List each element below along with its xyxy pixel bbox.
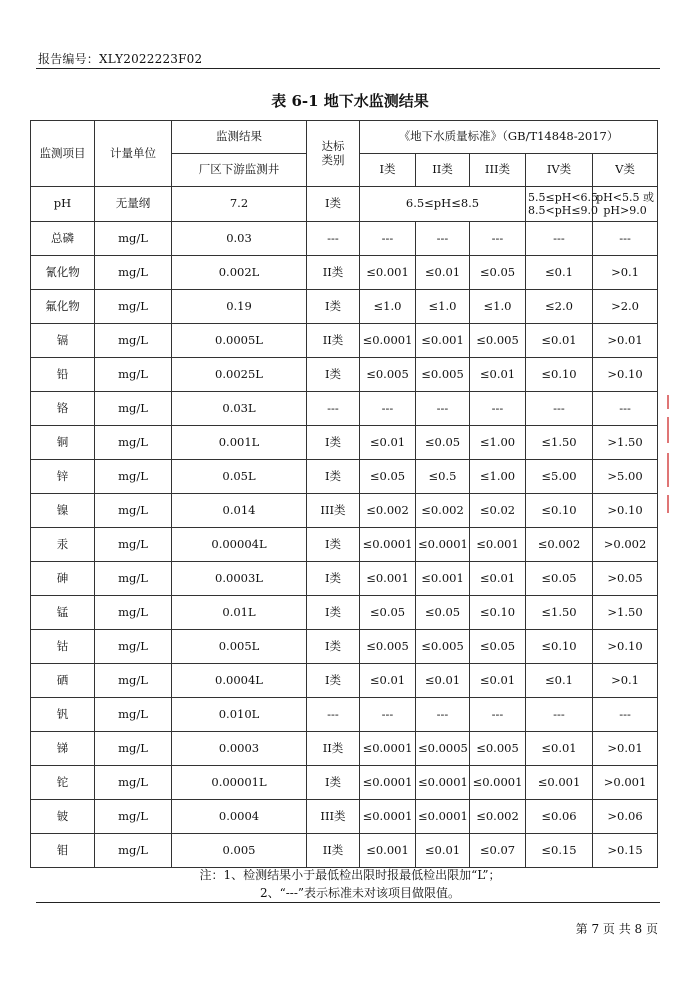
cell-c4: ---: [526, 222, 593, 256]
cell-c3: ≤0.07: [470, 834, 526, 868]
cell-c2: ≤0.0001: [416, 800, 470, 834]
cell-unit: mg/L: [95, 222, 172, 256]
table-row: [31, 800, 658, 834]
cell-c2: ≤0.0001: [416, 528, 470, 562]
cell-c5: ---: [593, 698, 658, 732]
cell-c4: ≤0.002: [526, 528, 593, 562]
cell-c3: ≤0.005: [470, 732, 526, 766]
cell-c1: ---: [360, 222, 416, 256]
cell-item: 氟化物: [31, 290, 95, 324]
cell-item: 氰化物: [31, 256, 95, 290]
cell-class: I类: [307, 630, 360, 664]
header-rule: [36, 68, 660, 69]
cell-c4: ≤0.1: [526, 664, 593, 698]
cell-unit: mg/L: [95, 392, 172, 426]
cell-c2: ≤0.0005: [416, 732, 470, 766]
cell-c1: ---: [360, 392, 416, 426]
cell-c1: ≤0.005: [360, 630, 416, 664]
cell-c5: >0.05: [593, 562, 658, 596]
cell-c1: ≤0.0001: [360, 732, 416, 766]
cell-c2: ≤0.05: [416, 426, 470, 460]
table-row: [31, 290, 658, 324]
notes-rule: [36, 902, 660, 903]
cell-c3: ≤1.00: [470, 460, 526, 494]
cell-c1: ---: [360, 698, 416, 732]
table-row: [31, 324, 658, 358]
cell-c5: >0.06: [593, 800, 658, 834]
cell-c2: ≤0.005: [416, 358, 470, 392]
cell-value: 0.05L: [172, 460, 307, 494]
header-class-1: I类: [360, 154, 416, 187]
cell-c3: ---: [470, 698, 526, 732]
cell-value: 0.010L: [172, 698, 307, 732]
table-row: [31, 494, 658, 528]
cell-c2: ≤0.5: [416, 460, 470, 494]
cell-c3: ≤0.02: [470, 494, 526, 528]
cell-c3: ≤0.01: [470, 664, 526, 698]
cell-c2: ≤0.0001: [416, 766, 470, 800]
page-number: 第 7 页 共 8 页: [575, 922, 658, 936]
cell-c5: >1.50: [593, 426, 658, 460]
cell-std-1-3: 6.5≤pH≤8.5: [360, 187, 526, 222]
cell-value: 0.0005L: [172, 324, 307, 358]
table-row: [31, 834, 658, 868]
table-row: [31, 528, 658, 562]
cell-c2: ≤0.01: [416, 664, 470, 698]
cell-item: 硒: [31, 664, 95, 698]
header-class-3: III类: [470, 154, 526, 187]
cell-c1: ≤0.01: [360, 664, 416, 698]
cell-class: I类: [307, 187, 360, 222]
cell-c4: ≤5.00: [526, 460, 593, 494]
cell-class: ---: [307, 222, 360, 256]
cell-item: 锰: [31, 596, 95, 630]
cell-c1: ≤0.05: [360, 596, 416, 630]
cell-value: 0.03L: [172, 392, 307, 426]
cell-c4: ---: [526, 698, 593, 732]
cell-class: ---: [307, 698, 360, 732]
cell-c5: ---: [593, 222, 658, 256]
table-row: [31, 630, 658, 664]
cell-item: pH: [31, 187, 95, 222]
cell-value: 0.01L: [172, 596, 307, 630]
note-1: 注：1、检测结果小于最低检出限时报最低检出限加“L”；: [199, 868, 501, 882]
cell-c1: ≤0.0001: [360, 800, 416, 834]
cell-value: 0.00004L: [172, 528, 307, 562]
cell-c2: ≤0.001: [416, 324, 470, 358]
cell-c3: ≤0.01: [470, 562, 526, 596]
cell-unit: mg/L: [95, 630, 172, 664]
cell-value: 0.0003L: [172, 562, 307, 596]
cell-unit: mg/L: [95, 664, 172, 698]
table-title: 表 6-1 地下水监测结果: [271, 92, 429, 110]
cell-item: 锌: [31, 460, 95, 494]
cell-value: 0.002L: [172, 256, 307, 290]
cell-c5: >2.0: [593, 290, 658, 324]
cell-c1: ≤0.05: [360, 460, 416, 494]
cell-c1: ≤0.001: [360, 562, 416, 596]
cell-c2: ---: [416, 222, 470, 256]
cell-class: I类: [307, 426, 360, 460]
table-row: [31, 766, 658, 800]
note-2: 2、“---”表示标准未对该项目做限值。: [259, 886, 461, 900]
cell-c1: ≤0.0001: [360, 324, 416, 358]
cell-item: 钴: [31, 630, 95, 664]
cell-c4: ≤0.1: [526, 256, 593, 290]
cell-item: 铬: [31, 392, 95, 426]
cell-c2: ---: [416, 698, 470, 732]
cell-item: 镍: [31, 494, 95, 528]
cell-c3: ≤0.10: [470, 596, 526, 630]
cell-c3: ≤0.001: [470, 528, 526, 562]
cell-c2: ---: [416, 392, 470, 426]
cell-unit: mg/L: [95, 256, 172, 290]
cell-c3: ≤1.0: [470, 290, 526, 324]
table-row: [31, 392, 658, 426]
cell-value: 0.014: [172, 494, 307, 528]
cell-item: 铜: [31, 426, 95, 460]
cell-c3: ---: [470, 222, 526, 256]
cell-c5: >0.001: [593, 766, 658, 800]
cell-unit: mg/L: [95, 562, 172, 596]
table-row: [31, 596, 658, 630]
cell-item: 钼: [31, 834, 95, 868]
cell-c5: >5.00: [593, 460, 658, 494]
cell-c3: ≤0.05: [470, 630, 526, 664]
cell-unit: mg/L: [95, 358, 172, 392]
cell-unit: mg/L: [95, 800, 172, 834]
cell-c4: ≤2.0: [526, 290, 593, 324]
header-location: 厂区下游监测井: [172, 154, 307, 187]
groundwater-results-table: [30, 120, 658, 868]
cell-c1: ≤0.01: [360, 426, 416, 460]
table-row-ph: [31, 187, 658, 222]
cell-unit: mg/L: [95, 460, 172, 494]
cell-c2: ≤1.0: [416, 290, 470, 324]
cell-unit: mg/L: [95, 596, 172, 630]
cell-c3: ≤1.00: [470, 426, 526, 460]
table-row: [31, 256, 658, 290]
cell-c4: ≤0.06: [526, 800, 593, 834]
cell-unit: 无量纲: [95, 187, 172, 222]
cell-c4: ≤0.10: [526, 494, 593, 528]
cell-c3: ≤0.005: [470, 324, 526, 358]
cell-c2: ≤0.001: [416, 562, 470, 596]
table-row: [31, 358, 658, 392]
cell-unit: mg/L: [95, 528, 172, 562]
cell-class: I类: [307, 664, 360, 698]
cell-c4: ≤0.001: [526, 766, 593, 800]
header-unit: 计量单位: [95, 121, 172, 187]
cell-c2: ≤0.005: [416, 630, 470, 664]
header-standard: 《地下水质量标准》（GB/T14848-2017）: [360, 121, 658, 154]
cell-c5: >0.10: [593, 494, 658, 528]
cell-value: 0.001L: [172, 426, 307, 460]
cell-value: 0.0003: [172, 732, 307, 766]
cell-class: III类: [307, 494, 360, 528]
table-row: [31, 664, 658, 698]
cell-c4: ≤0.10: [526, 358, 593, 392]
cell-item: 锑: [31, 732, 95, 766]
cell-value: 0.005L: [172, 630, 307, 664]
report-number: 报告编号：XLY2022223F02: [38, 52, 203, 66]
cell-c1: ≤0.001: [360, 256, 416, 290]
cell-value: 0.00001L: [172, 766, 307, 800]
cell-item: 铅: [31, 358, 95, 392]
cell-unit: mg/L: [95, 834, 172, 868]
cell-c4: ≤0.01: [526, 732, 593, 766]
cell-c4: ≤1.50: [526, 596, 593, 630]
cell-c5: >1.50: [593, 596, 658, 630]
cell-class: I类: [307, 528, 360, 562]
cell-c1: ≤0.005: [360, 358, 416, 392]
cell-class: I类: [307, 596, 360, 630]
cell-c5: >0.01: [593, 732, 658, 766]
cell-c1: ≤0.002: [360, 494, 416, 528]
cell-c3: ≤0.002: [470, 800, 526, 834]
cell-c3: ≤0.01: [470, 358, 526, 392]
cell-c1: ≤0.0001: [360, 766, 416, 800]
cell-item: 铊: [31, 766, 95, 800]
cell-item: 砷: [31, 562, 95, 596]
cell-c3: ≤0.05: [470, 256, 526, 290]
cell-unit: mg/L: [95, 698, 172, 732]
cell-c3: ---: [470, 392, 526, 426]
cell-unit: mg/L: [95, 426, 172, 460]
cell-c5: >0.10: [593, 630, 658, 664]
cell-class: II类: [307, 256, 360, 290]
header-class-4: IV类: [526, 154, 593, 187]
header-result: 监测结果: [172, 121, 307, 154]
cell-unit: mg/L: [95, 290, 172, 324]
cell-value: 0.0004: [172, 800, 307, 834]
cell-class: I类: [307, 290, 360, 324]
cell-value: 0.19: [172, 290, 307, 324]
cell-unit: mg/L: [95, 494, 172, 528]
cell-c5: ---: [593, 392, 658, 426]
cell-c4: ≤0.15: [526, 834, 593, 868]
cell-c2: ≤0.01: [416, 834, 470, 868]
table-row: [31, 698, 658, 732]
cell-class: II类: [307, 324, 360, 358]
table-row: [31, 426, 658, 460]
header-class-label: 达标类别: [307, 121, 360, 187]
cell-c4: ---: [526, 392, 593, 426]
header-class-2: II类: [416, 154, 470, 187]
cell-c4: ≤1.50: [526, 426, 593, 460]
cell-c5: >0.15: [593, 834, 658, 868]
cell-c5: >0.1: [593, 256, 658, 290]
cell-c4: ≤0.01: [526, 324, 593, 358]
cell-item: 钒: [31, 698, 95, 732]
table-row: [31, 732, 658, 766]
cell-class: III类: [307, 800, 360, 834]
cell-class: I类: [307, 358, 360, 392]
cell-c3: ≤0.0001: [470, 766, 526, 800]
cell-class: II类: [307, 834, 360, 868]
cell-class: I类: [307, 766, 360, 800]
cell-c1: ≤0.001: [360, 834, 416, 868]
cell-value: 0.0004L: [172, 664, 307, 698]
cell-c4: ≤0.10: [526, 630, 593, 664]
edge-seal-stamp: [662, 395, 676, 515]
cell-c2: ≤0.05: [416, 596, 470, 630]
cell-unit: mg/L: [95, 732, 172, 766]
cell-item: 铍: [31, 800, 95, 834]
cell-c5: >0.10: [593, 358, 658, 392]
cell-value: 0.0025L: [172, 358, 307, 392]
cell-c5: >0.002: [593, 528, 658, 562]
cell-class: II类: [307, 732, 360, 766]
cell-value: 7.2: [172, 187, 307, 222]
cell-c1: ≤0.0001: [360, 528, 416, 562]
cell-std-4: 5.5≤pH<6.5 8.5<pH≤9.0: [526, 187, 593, 222]
cell-std-5: pH<5.5 或 pH>9.0: [593, 187, 658, 222]
cell-unit: mg/L: [95, 766, 172, 800]
cell-c1: ≤1.0: [360, 290, 416, 324]
table-row: [31, 460, 658, 494]
table-row: [31, 222, 658, 256]
cell-unit: mg/L: [95, 324, 172, 358]
cell-value: 0.03: [172, 222, 307, 256]
cell-c4: ≤0.05: [526, 562, 593, 596]
cell-item: 汞: [31, 528, 95, 562]
cell-class: I类: [307, 562, 360, 596]
cell-item: 总磷: [31, 222, 95, 256]
cell-c5: >0.01: [593, 324, 658, 358]
cell-class: ---: [307, 392, 360, 426]
header-item: 监测项目: [31, 121, 95, 187]
cell-c5: >0.1: [593, 664, 658, 698]
cell-c2: ≤0.01: [416, 256, 470, 290]
header-class-5: V类: [593, 154, 658, 187]
cell-c2: ≤0.002: [416, 494, 470, 528]
table-row: [31, 562, 658, 596]
cell-item: 镉: [31, 324, 95, 358]
cell-value: 0.005: [172, 834, 307, 868]
cell-class: I类: [307, 460, 360, 494]
